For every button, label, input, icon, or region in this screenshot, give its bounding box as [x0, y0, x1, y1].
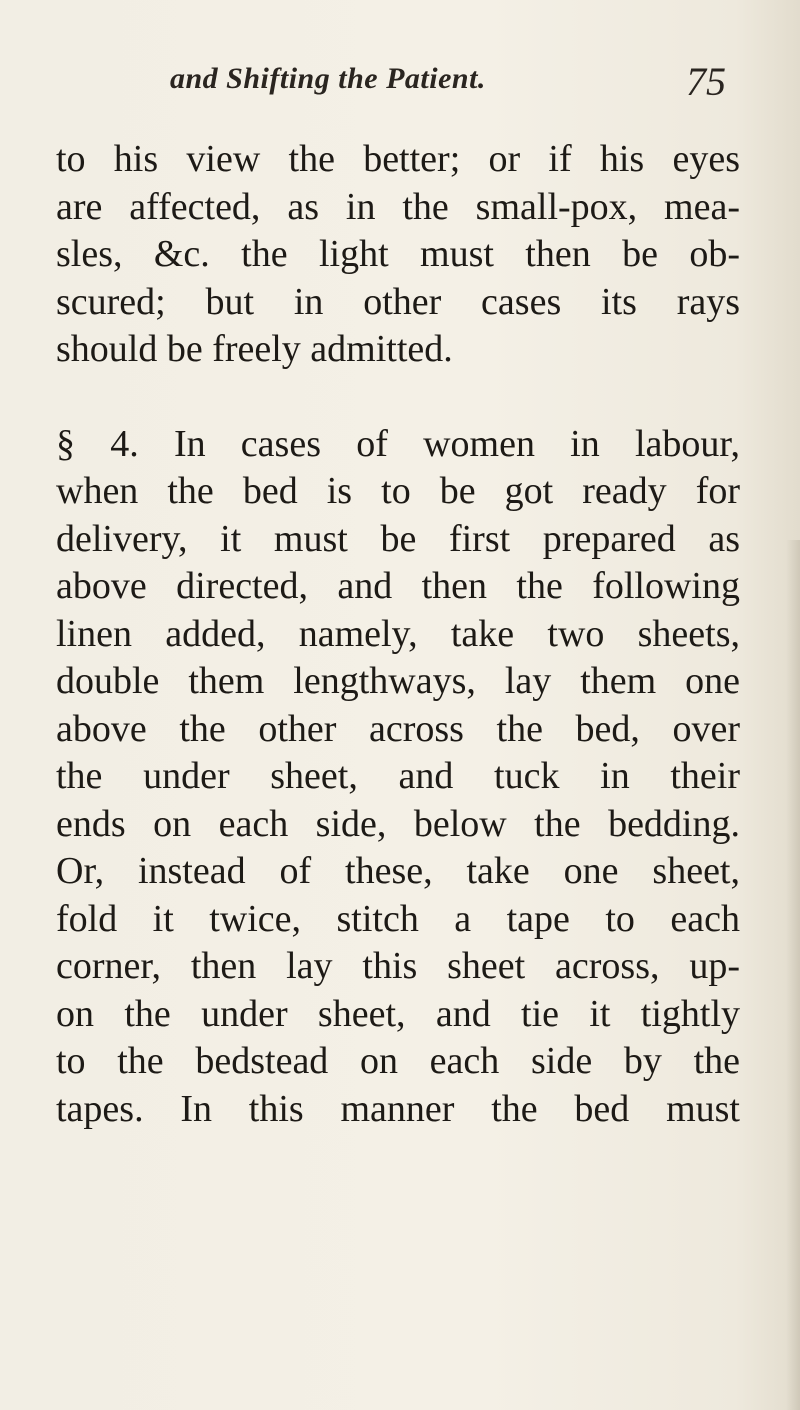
- text-line: sles, &c. the light must then be ob-: [56, 233, 740, 275]
- paragraph-1: [56, 136, 740, 374]
- body-text: [56, 136, 740, 1133]
- text-line: to his view the better; or if his eyes: [56, 138, 740, 180]
- text-line: corner, then lay this sheet across, up-: [56, 945, 740, 987]
- paragraph-gap: [56, 374, 740, 421]
- text-line: tapes. In this manner the bed must: [56, 1087, 740, 1130]
- paragraph-2: [56, 421, 740, 1134]
- page-edge-shadow: [786, 540, 800, 1410]
- page-number: 75: [686, 59, 726, 104]
- page-header: [0, 58, 800, 108]
- text-line: Or, instead of these, take one sheet,: [56, 850, 740, 892]
- text-line: scured; but in other cases its rays: [56, 280, 740, 323]
- running-head: and Shifting the Patient.: [170, 62, 486, 95]
- text-line: on the under sheet, and tie it tightly: [56, 992, 740, 1035]
- text-line: fold it twice, stitch a tape to each: [56, 897, 740, 940]
- text-line: are affected, as in the small-pox, mea-: [56, 185, 740, 228]
- text-line: to the bedstead on each side by the: [56, 1040, 740, 1082]
- text-line: above directed, and then the following: [56, 565, 740, 607]
- text-line: above the other across the bed, over: [56, 707, 740, 750]
- text-line: when the bed is to be got ready for: [56, 470, 740, 512]
- text-line: double them lengthways, lay them one: [56, 660, 740, 702]
- text-line: the under sheet, and tuck in their: [56, 755, 740, 797]
- text-line: delivery, it must be first prepared as: [56, 517, 740, 560]
- text-line: linen added, namely, take two sheets,: [56, 612, 740, 655]
- text-line: ends on each side, below the bedding.: [56, 802, 740, 845]
- text-line: § 4. In cases of women in labour,: [56, 422, 740, 465]
- text-line: should be freely admitted.: [56, 328, 453, 370]
